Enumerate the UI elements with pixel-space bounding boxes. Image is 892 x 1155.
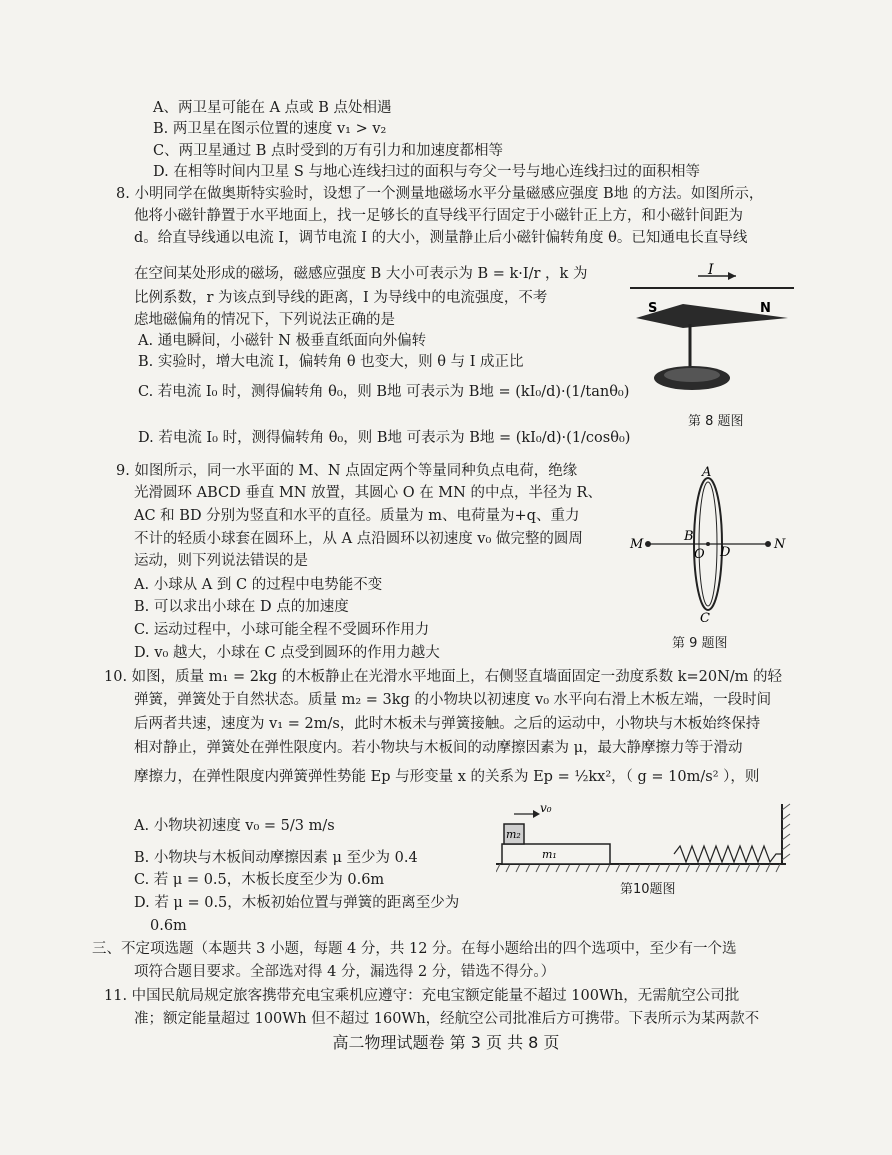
fig9-d-label: D — [720, 545, 731, 560]
text-line: AC 和 BD 分别为竖直和水平的直径。质量为 m、电荷量为+q、重力 — [134, 508, 580, 524]
text-line: B. 两卫星在图示位置的速度 v₁ > v₂ — [153, 121, 387, 137]
fig9-b-label: B — [684, 529, 694, 544]
fig9-c-label: C — [700, 611, 710, 626]
fig8-caption: 第 8 题图 — [688, 414, 744, 429]
fig10-caption: 第10题图 — [620, 882, 676, 897]
fig8-n-label: N — [760, 301, 771, 316]
text-line: 三、不定项选题（本题共 3 小题，每题 4 分，共 12 分。在每小题给出的四个选项中，至少有一个选 — [92, 941, 737, 957]
fig8-s-label: S — [648, 301, 658, 316]
text-line: 他将小磁针静置于水平地面上，找一足够长的直导线平行固定于小磁针正上方，和小磁针间距为 — [134, 208, 743, 224]
text-line: 后两者共速，速度为 v₁ = 2m/s，此时木板未与弹簧接触。之后的运动中，小物块与木板始终保持 — [134, 716, 761, 732]
text-line: 0.6m — [150, 918, 187, 934]
text-line: 弹簧，弹簧处于自然状态。质量 m₂ = 3kg 的小物块以初速度 v₀ 水平向右滑上木板左端，一段时间 — [134, 692, 772, 708]
text-line: B. 可以求出小球在 D 点的加速度 — [134, 599, 349, 615]
text-line: 准；额定能量超过 100Wh 但不超过 160Wh，经航空公司批准后方可携带。下表所示为某两款不 — [134, 1011, 760, 1027]
text-line: C. 运动过程中，小球可能全程不受圆环作用力 — [134, 622, 430, 638]
text-line: D. v₀ 越大，小球在 C 点受到圆环的作用力越大 — [134, 645, 440, 661]
text-line: A. 小物块初速度 v₀ = 5/3 m/s — [134, 818, 335, 834]
text-line: d。给直导线通以电流 I，调节电流 I 的大小，测量静止后小磁针偏转角度 θ。已知通电长直导线 — [134, 230, 748, 246]
fig10-m2-label: m₂ — [506, 828, 521, 841]
figure-8 — [628, 262, 798, 422]
text-line: 不计的轻质小球套在圆环上，从 A 点沿圆环以初速度 v₀ 做完整的圆周 — [134, 531, 583, 547]
text-line: 在空间某处形成的磁场，磁感应强度 B 大小可表示为 B = k·I/r ，k 为 — [134, 266, 588, 282]
text-line: 9. 如图所示，同一水平面的 M、N 点固定两个等量同种负点电荷，绝缘 — [116, 463, 578, 479]
text-line: 相对静止，弹簧处在弹性限度内。若小物块与木板间的动摩擦因素为 μ，最大静摩擦力等于滑动 — [134, 740, 743, 756]
text-line: C. 若电流 I₀ 时，测得偏转角 θ₀，则 B地 可表示为 B地 = (kI₀/d)·(1/tanθ₀) — [138, 384, 630, 400]
fig9-a-label: A — [702, 466, 712, 480]
fig9-o-label: O — [694, 547, 705, 562]
fig9-caption: 第 9 题图 — [672, 636, 728, 651]
text-line: 8. 小明同学在做奥斯特实验时，设想了一个测量地磁场水平分量磁感应强度 B地 的方法。如图所示， — [116, 186, 764, 202]
text-line: A. 通电瞬间，小磁针 N 极垂直纸面向外偏转 — [138, 333, 427, 349]
fig9-m-label: M — [630, 537, 644, 552]
text-line: A. 小球从 A 到 C 的过程中电势能不变 — [134, 577, 383, 593]
text-line: B. 小物块与木板间动摩擦因素 μ 至少为 0.4 — [134, 850, 418, 866]
fig10-v0-label: v₀ — [540, 801, 552, 815]
text-line: 比例系数，r 为该点到导线的距离，I 为导线中的电流强度，不考 — [134, 290, 548, 306]
figure-10 — [496, 800, 796, 876]
text-line: 光滑圆环 ABCD 垂直 MN 放置，其圆心 O 在 MN 的中点，半径为 R、 — [134, 485, 602, 501]
text-line: 运动，则下列说法错误的是 — [134, 553, 308, 569]
text-line: 11. 中国民航局规定旅客携带充电宝乘机应遵守：充电宝额定能量不超过 100Wh，无需航空公司批 — [104, 988, 740, 1004]
fig9-n-label: N — [774, 537, 786, 552]
fig10-m1-label: m₁ — [542, 848, 557, 861]
text-line: 虑地磁偏角的情况下，下列说法正确的是 — [134, 312, 395, 328]
text-line: 项符合题目要求。全部选对得 4 分，漏选得 2 分，错选不得分。） — [134, 964, 556, 980]
page-footer: 高二物理试题卷 第 3 页 共 8 页 — [332, 1033, 560, 1052]
fig8-current-label: I — [708, 262, 714, 278]
text-line: A、两卫星可能在 A 点或 B 点处相遇 — [153, 100, 392, 116]
text-line: D. 在相等时间内卫星 S 与地心连线扫过的面积与夸父一号与地心连线扫过的面积相等 — [153, 164, 700, 180]
text-line: C、两卫星通过 B 点时受到的万有引力和加速度都相等 — [153, 143, 503, 159]
figure-9 — [628, 466, 788, 626]
text-line: D. 若电流 I₀ 时，测得偏转角 θ₀，则 B地 可表示为 B地 = (kI₀/d)·(1/cosθ₀) — [138, 430, 631, 446]
text-line: C. 若 μ = 0.5，木板长度至少为 0.6m — [134, 872, 385, 888]
text-line: B. 实验时，增大电流 I，偏转角 θ 也变大，则 θ 与 I 成正比 — [138, 354, 524, 370]
text-line: 摩擦力，在弹性限度内弹簧弹性势能 Ep 与形变量 x 的关系为 Ep = ½kx²，（ g = 10m/s² ），则 — [134, 769, 760, 785]
text-line: D. 若 μ = 0.5，木板初始位置与弹簧的距离至少为 — [134, 895, 460, 911]
text-line: 10. 如图，质量 m₁ = 2kg 的木板静止在光滑水平地面上，右侧竖直墙面固定一劲度系数 k=20N/m 的轻 — [104, 669, 783, 685]
